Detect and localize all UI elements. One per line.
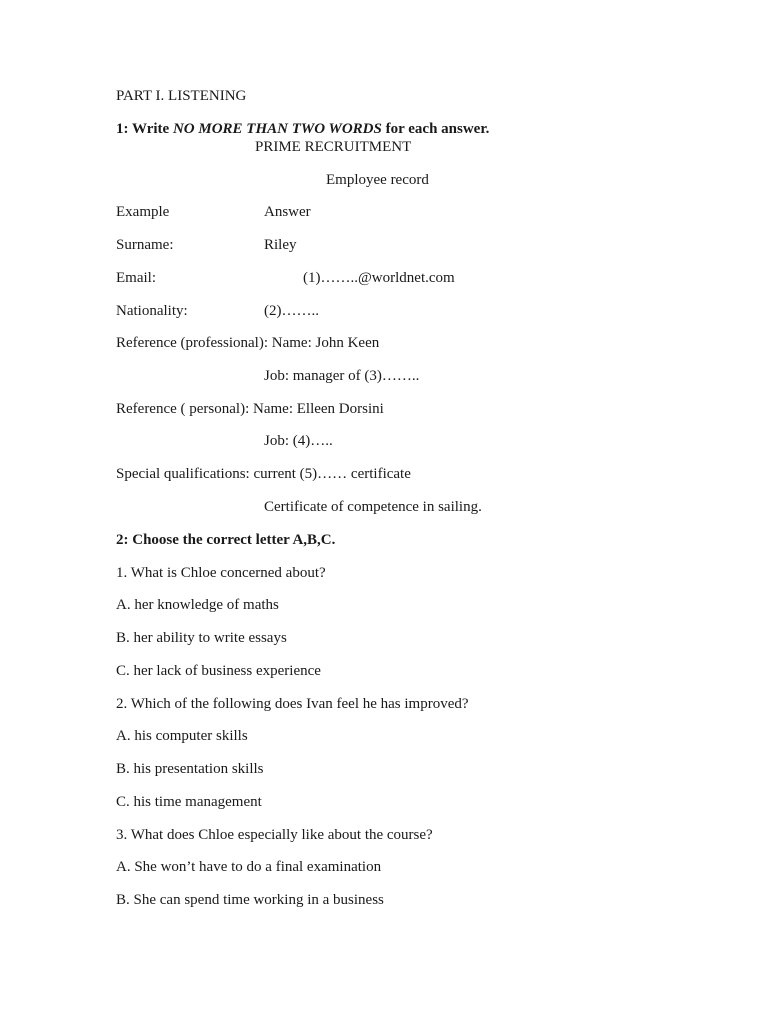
email-label: Email: bbox=[116, 270, 156, 286]
question-1: 1. What is Chloe concerned about? bbox=[116, 565, 326, 581]
section1-heading-emphasis: NO MORE THAN TWO WORDS bbox=[172, 121, 382, 137]
example-label: Example bbox=[116, 204, 170, 220]
nationality-value: (2)…….. bbox=[264, 303, 319, 319]
question-2-option-c: C. his time management bbox=[116, 794, 262, 810]
surname-label: Surname: bbox=[116, 237, 174, 253]
reference-professional-job: Job: manager of (3)…….. bbox=[264, 368, 420, 384]
form-subtitle: Employee record bbox=[326, 172, 429, 188]
example-value: Answer bbox=[264, 204, 311, 220]
surname-value: Riley bbox=[264, 237, 297, 253]
question-2-option-b: B. his presentation skills bbox=[116, 761, 264, 777]
question-1-option-c: C. her lack of business experience bbox=[116, 663, 321, 679]
question-1-option-a: A. her knowledge of maths bbox=[116, 597, 279, 613]
nationality-label: Nationality: bbox=[116, 303, 188, 319]
email-value: (1)……..@worldnet.com bbox=[303, 270, 455, 286]
question-2: 2. Which of the following does Ivan feel he has improved? bbox=[116, 696, 469, 712]
question-3: 3. What does Chloe especially like about the course? bbox=[116, 827, 433, 843]
question-3-option-b: B. She can spend time working in a business bbox=[116, 892, 384, 908]
form-title: PRIME RECRUITMENT bbox=[255, 139, 412, 155]
reference-personal: Reference ( personal): Name: Elleen Dorsini bbox=[116, 401, 384, 417]
section2-heading: 2: Choose the correct letter A,B,C. bbox=[116, 532, 336, 548]
question-1-option-b: B. her ability to write essays bbox=[116, 630, 287, 646]
section1-heading-prefix: 1: Write bbox=[116, 121, 173, 137]
question-2-option-a: A. his computer skills bbox=[116, 728, 248, 744]
reference-professional: Reference (professional): Name: John Keen bbox=[116, 335, 380, 351]
section1-heading bbox=[116, 120, 489, 138]
section1-heading-suffix: for each answer. bbox=[381, 121, 490, 137]
certificate-line: Certificate of competence in sailing. bbox=[264, 499, 482, 515]
part-title: PART I. LISTENING bbox=[116, 88, 247, 104]
special-qualifications: Special qualifications: current (5)…… certificate bbox=[116, 466, 411, 482]
question-3-option-a: A. She won’t have to do a final examination bbox=[116, 859, 382, 875]
reference-personal-job: Job: (4)….. bbox=[264, 433, 333, 449]
